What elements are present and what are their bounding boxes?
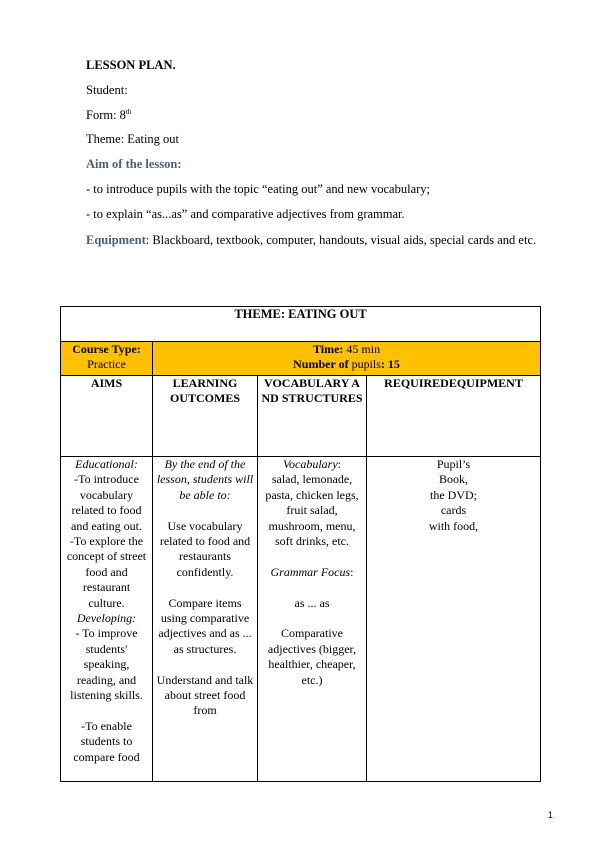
pupils-mid: pupils bbox=[348, 357, 381, 371]
theme-row bbox=[61, 307, 541, 342]
vocab-heading bbox=[261, 457, 363, 472]
vocab-colon: : bbox=[337, 457, 341, 471]
page-number: 1 bbox=[548, 810, 554, 820]
outcomes-cell bbox=[153, 457, 258, 782]
aim-item-2: - to explain “as...as” and comparative adjectives from grammar. bbox=[86, 206, 405, 221]
header-outcomes: LEARNING OUTCOMES bbox=[153, 376, 258, 457]
vocab-list: salad, lemonade, pasta, chicken legs, fruit salad, mushroom, menu, soft drinks, etc. bbox=[265, 472, 359, 549]
course-info-row bbox=[61, 342, 541, 376]
time-label: Time: bbox=[312, 342, 344, 356]
course-type-label: Course Type: bbox=[72, 342, 141, 356]
equipment-line bbox=[86, 232, 556, 249]
vocab-cell bbox=[258, 457, 367, 782]
lesson-plan-table bbox=[60, 306, 541, 782]
vocab-label: Vocabulary bbox=[283, 457, 338, 471]
outcomes-intro: By the end of the lesson, students will be able to: bbox=[156, 457, 254, 502]
equipment-line-1: Pupil’s bbox=[436, 457, 471, 471]
equipment-line-4: cards bbox=[440, 503, 467, 518]
equipment-cell bbox=[367, 457, 541, 782]
theme-line: Theme: Eating out bbox=[86, 132, 180, 147]
equipment-label: Equipment bbox=[86, 232, 146, 247]
lesson-title: LESSON PLAN. bbox=[86, 58, 176, 72]
grammar-as-as: as ... as bbox=[294, 595, 330, 610]
equipment-line-3: the DVD; bbox=[430, 487, 478, 502]
grammar-label: Grammar Focus bbox=[270, 564, 351, 579]
educational-label: Educational: bbox=[75, 457, 138, 471]
outcome-3: Understand and talk about street food from bbox=[156, 672, 254, 718]
time-value: 45 min bbox=[343, 342, 381, 356]
pupils-value: : 15 bbox=[380, 357, 400, 371]
grammar-comparative: Comparative adjectives (bigger, healthier, cheaper, etc.) bbox=[267, 626, 357, 687]
outcome-2: Compare items using comparative adjectives and as ... as structures. bbox=[158, 595, 252, 656]
form-superscript: th bbox=[125, 107, 132, 116]
pupils-line bbox=[156, 357, 537, 372]
aim-heading: Aim of the lesson: bbox=[86, 157, 182, 172]
grammar-colon: : bbox=[350, 564, 354, 579]
equipment-line-2: Book, bbox=[439, 472, 469, 487]
time-line bbox=[156, 342, 537, 357]
pupils-label: Number of bbox=[293, 357, 349, 371]
student-line: Student: bbox=[86, 82, 128, 97]
table-theme-title: THEME: EATING OUT bbox=[61, 307, 541, 342]
equipment-line-5: with food, bbox=[428, 518, 479, 533]
developing-aim-2: -To enable students to compare food bbox=[73, 718, 140, 764]
course-type-cell bbox=[61, 342, 153, 376]
educational-aim-2: -To explore the concept of street food and restaurant culture. bbox=[66, 534, 147, 610]
aims-cell bbox=[61, 457, 153, 782]
header-equipment: REQUIREDEQUIPMENT bbox=[367, 376, 541, 457]
content-row bbox=[61, 457, 541, 782]
educational-aim-1: -To introduce vocabulary related to food and eating out. bbox=[71, 472, 142, 533]
lesson-header bbox=[86, 58, 556, 259]
developing-label: Developing: bbox=[76, 611, 137, 626]
form-label: Form: 8 bbox=[86, 107, 126, 122]
header-aims: AIMS bbox=[61, 376, 153, 457]
header-vocab: VOCABULARY AND STRUCTURES bbox=[258, 376, 367, 457]
course-type-value: Practice bbox=[87, 357, 126, 371]
aim-item-1: - to introduce pupils with the topic “eating out” and new vocabulary; bbox=[86, 181, 431, 196]
time-pupils-cell bbox=[153, 342, 541, 376]
column-header-row bbox=[61, 376, 541, 457]
outcome-1: Use vocabulary related to food and restaurants confidently. bbox=[159, 518, 251, 579]
developing-aim-1: - To improve students' speaking, reading, and listening skills. bbox=[70, 626, 143, 703]
grammar-heading bbox=[261, 565, 363, 580]
form-line bbox=[86, 108, 556, 122]
equipment-text: : Blackboard, textbook, computer, handouts, visual aids, special cards and etc. bbox=[145, 232, 537, 247]
